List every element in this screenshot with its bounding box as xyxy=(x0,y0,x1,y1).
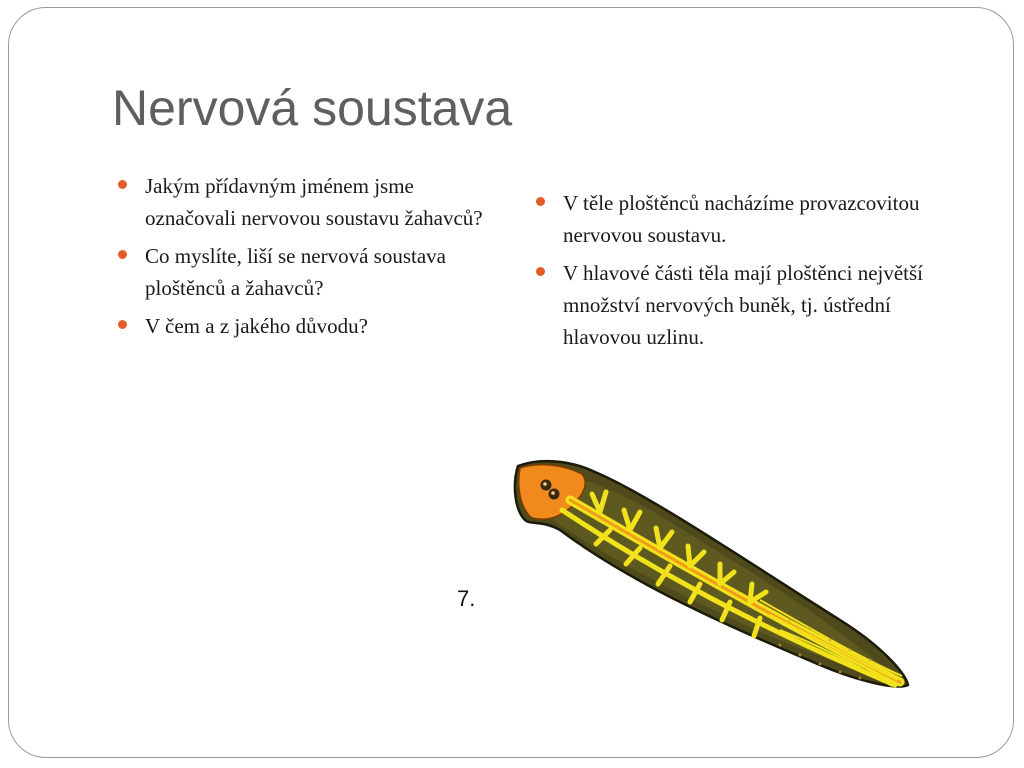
list-item xyxy=(118,170,508,234)
right-bullet-list xyxy=(536,187,956,359)
bullet-icon xyxy=(118,320,127,329)
left-bullet-list xyxy=(118,170,508,348)
bullet-text: Jakým přídavným jménem jsme označovali nervovou soustavu žahavců? xyxy=(145,174,483,230)
list-item xyxy=(118,240,508,304)
bullet-icon xyxy=(118,250,127,259)
flatworm-nervous-system-icon xyxy=(500,450,920,700)
page-title: Nervová soustava xyxy=(112,80,513,136)
bullet-icon xyxy=(536,267,545,276)
list-item xyxy=(536,257,956,353)
bullet-text: Co myslíte, liší se nervová soustava ploštěnců a žahavců? xyxy=(145,244,446,300)
bullet-text: V hlavové části těla mají ploštěnci největší množství nervových buněk, tj. ústřední hlavovou uzlinu. xyxy=(563,261,924,349)
list-item xyxy=(536,187,956,251)
bullet-icon xyxy=(118,180,127,189)
slide-number: 7. xyxy=(457,586,476,611)
bullet-icon xyxy=(536,197,545,206)
list-item xyxy=(118,310,508,342)
bullet-text: V čem a z jakého důvodu? xyxy=(145,314,368,338)
bullet-text: V těle ploštěnců nacházíme provazcovitou nervovou soustavu. xyxy=(563,191,920,247)
